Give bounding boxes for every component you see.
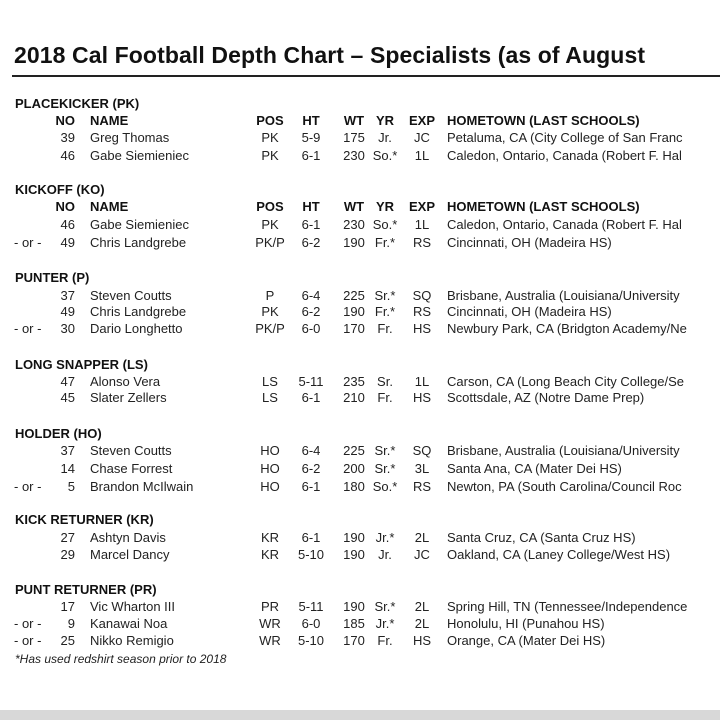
player-exp: RS bbox=[412, 304, 432, 319]
column-header-row bbox=[0, 199, 720, 216]
player-exp: 3L bbox=[414, 461, 430, 476]
player-row bbox=[0, 130, 720, 147]
player-yr: Sr. bbox=[377, 374, 393, 389]
player-wt: 170 bbox=[343, 321, 365, 336]
player-number: 47 bbox=[60, 374, 75, 389]
player-ht: 5-10 bbox=[297, 547, 325, 562]
player-name: Steven Coutts bbox=[90, 443, 172, 458]
player-ht: 6-0 bbox=[301, 616, 321, 631]
player-wt: 235 bbox=[343, 374, 365, 389]
player-number: 45 bbox=[60, 390, 75, 405]
player-yr: Jr. bbox=[378, 547, 392, 562]
player-exp: HS bbox=[412, 390, 432, 405]
player-hometown: Carson, CA (Long Beach City College/Se bbox=[447, 374, 685, 389]
player-ht: 6-1 bbox=[301, 148, 321, 163]
player-number: 9 bbox=[67, 616, 75, 631]
player-exp: 2L bbox=[414, 599, 430, 614]
player-exp: SQ bbox=[412, 443, 432, 458]
player-row bbox=[0, 633, 720, 650]
player-pos: WR bbox=[259, 633, 281, 648]
col-exp-header: EXP bbox=[408, 199, 435, 214]
player-pos: HO bbox=[260, 461, 280, 476]
player-hometown: Cincinnati, OH (Madeira HS) bbox=[447, 304, 612, 319]
player-ht: 6-2 bbox=[301, 304, 321, 319]
player-row bbox=[0, 461, 720, 478]
player-wt: 175 bbox=[343, 130, 365, 145]
player-hometown: Honolulu, HI (Punahou HS) bbox=[447, 616, 605, 631]
player-yr: Fr.* bbox=[374, 304, 396, 319]
player-number: 39 bbox=[60, 130, 75, 145]
player-yr: So.* bbox=[372, 148, 398, 163]
player-exp: RS bbox=[412, 235, 432, 250]
player-exp: SQ bbox=[412, 288, 432, 303]
player-pos: PK/P bbox=[255, 321, 285, 336]
player-name: Vic Wharton III bbox=[90, 599, 176, 614]
player-wt: 190 bbox=[343, 547, 365, 562]
player-exp: JC bbox=[414, 130, 430, 145]
player-row bbox=[0, 374, 720, 391]
section-heading-punter: PUNTER (P) bbox=[15, 270, 90, 285]
player-exp: 2L bbox=[414, 616, 430, 631]
player-hometown: Newton, PA (South Carolina/Council Roc bbox=[447, 479, 682, 494]
player-yr: Jr. bbox=[378, 130, 392, 145]
player-row bbox=[0, 235, 720, 252]
player-number: 25 bbox=[60, 633, 75, 648]
player-wt: 230 bbox=[343, 217, 365, 232]
player-name: Steven Coutts bbox=[90, 288, 172, 303]
player-name: Greg Thomas bbox=[90, 130, 170, 145]
player-yr: Jr.* bbox=[375, 530, 395, 545]
player-exp: 1L bbox=[414, 374, 430, 389]
player-pos: PK bbox=[261, 217, 279, 232]
col-ht-header: HT bbox=[302, 113, 320, 128]
player-name: Brandon McIlwain bbox=[90, 479, 194, 494]
player-pos: WR bbox=[259, 616, 281, 631]
player-wt: 230 bbox=[343, 148, 365, 163]
col-yr-header: YR bbox=[375, 199, 395, 214]
player-pos: KR bbox=[260, 547, 280, 562]
alternate-marker: - or - bbox=[14, 235, 42, 250]
player-exp: 1L bbox=[414, 217, 430, 232]
section-heading-holder: HOLDER (HO) bbox=[15, 426, 102, 441]
player-hometown: Brisbane, Australia (Louisiana/University bbox=[447, 288, 680, 303]
alternate-marker: - or - bbox=[14, 321, 42, 336]
player-ht: 6-2 bbox=[301, 461, 321, 476]
player-ht: 6-1 bbox=[301, 530, 321, 545]
player-row bbox=[0, 217, 720, 234]
player-row bbox=[0, 616, 720, 633]
player-row bbox=[0, 304, 720, 321]
player-row bbox=[0, 530, 720, 547]
col-home-header: HOMETOWN (LAST SCHOOLS) bbox=[447, 113, 640, 128]
player-yr: Sr.* bbox=[374, 599, 396, 614]
player-yr: So.* bbox=[372, 217, 398, 232]
col-no-header: NO bbox=[55, 199, 75, 214]
player-pos: KR bbox=[260, 530, 280, 545]
player-exp: RS bbox=[412, 479, 432, 494]
player-wt: 190 bbox=[343, 235, 365, 250]
player-wt: 190 bbox=[343, 599, 365, 614]
player-hometown: Cincinnati, OH (Madeira HS) bbox=[447, 235, 612, 250]
alternate-marker: - or - bbox=[14, 479, 42, 494]
player-wt: 200 bbox=[343, 461, 365, 476]
player-row bbox=[0, 321, 720, 338]
player-pos: P bbox=[265, 288, 275, 303]
player-row bbox=[0, 148, 720, 165]
player-name: Gabe Siemieniec bbox=[90, 217, 189, 232]
player-number: 46 bbox=[60, 148, 75, 163]
section-heading-placekicker: PLACEKICKER (PK) bbox=[15, 96, 140, 111]
player-yr: Sr.* bbox=[374, 288, 396, 303]
player-wt: 190 bbox=[343, 304, 365, 319]
player-name: Dario Longhetto bbox=[90, 321, 183, 336]
player-hometown: Caledon, Ontario, Canada (Robert F. Hal bbox=[447, 148, 682, 163]
player-row bbox=[0, 599, 720, 616]
player-name: Ashtyn Davis bbox=[90, 530, 166, 545]
player-number: 17 bbox=[60, 599, 75, 614]
player-hometown: Orange, CA (Mater Dei HS) bbox=[447, 633, 606, 648]
page-title: 2018 Cal Football Depth Chart – Specialists (as of August bbox=[14, 42, 646, 68]
col-pos-header: POS bbox=[256, 113, 284, 128]
player-wt: 210 bbox=[343, 390, 365, 405]
player-exp: 1L bbox=[414, 148, 430, 163]
player-name: Alonso Vera bbox=[90, 374, 161, 389]
col-name-header: NAME bbox=[90, 113, 129, 128]
player-pos: LS bbox=[262, 390, 278, 405]
alternate-marker: - or - bbox=[14, 616, 42, 631]
footnote: *Has used redshirt season prior to 2018 bbox=[15, 652, 227, 666]
col-exp-header: EXP bbox=[408, 113, 435, 128]
player-number: 49 bbox=[60, 304, 75, 319]
player-hometown: Santa Cruz, CA (Santa Cruz HS) bbox=[447, 530, 636, 545]
player-number: 37 bbox=[60, 443, 75, 458]
player-number: 46 bbox=[60, 217, 75, 232]
player-yr: Jr.* bbox=[375, 616, 395, 631]
player-ht: 5-11 bbox=[298, 374, 324, 389]
player-yr: So.* bbox=[372, 479, 398, 494]
player-ht: 5-9 bbox=[301, 130, 321, 145]
player-row bbox=[0, 390, 720, 407]
player-ht: 6-1 bbox=[301, 390, 321, 405]
player-yr: Fr.* bbox=[374, 235, 396, 250]
player-hometown: Oakland, CA (Laney College/West HS) bbox=[447, 547, 671, 562]
player-yr: Sr.* bbox=[374, 443, 396, 458]
player-yr: Fr. bbox=[377, 633, 393, 648]
player-row bbox=[0, 479, 720, 496]
player-number: 49 bbox=[60, 235, 75, 250]
player-yr: Fr. bbox=[377, 390, 393, 405]
player-exp: JC bbox=[414, 547, 430, 562]
player-wt: 225 bbox=[343, 443, 365, 458]
player-ht: 6-0 bbox=[301, 321, 321, 336]
player-wt: 180 bbox=[343, 479, 365, 494]
player-name: Chris Landgrebe bbox=[90, 304, 187, 319]
player-hometown: Newbury Park, CA (Bridgton Academy/Ne bbox=[447, 321, 687, 336]
player-row bbox=[0, 547, 720, 564]
player-ht: 6-1 bbox=[301, 217, 321, 232]
alternate-marker: - or - bbox=[14, 633, 42, 648]
player-number: 29 bbox=[60, 547, 75, 562]
player-exp: HS bbox=[412, 321, 432, 336]
player-hometown: Caledon, Ontario, Canada (Robert F. Hal bbox=[447, 217, 682, 232]
column-header-row bbox=[0, 113, 720, 130]
player-hometown: Brisbane, Australia (Louisiana/University bbox=[447, 443, 680, 458]
col-wt-header: WT bbox=[343, 199, 365, 214]
player-row bbox=[0, 443, 720, 460]
player-pos: HO bbox=[260, 479, 280, 494]
section-heading-punt-returner: PUNT RETURNER (PR) bbox=[15, 582, 157, 597]
player-hometown: Santa Ana, CA (Mater Dei HS) bbox=[447, 461, 622, 476]
player-name: Nikko Remigio bbox=[90, 633, 174, 648]
section-heading-long-snapper: LONG SNAPPER (LS) bbox=[15, 357, 148, 372]
col-name-header: NAME bbox=[90, 199, 129, 214]
player-pos: LS bbox=[262, 374, 278, 389]
player-hometown: Spring Hill, TN (Tennessee/Independence bbox=[447, 599, 688, 614]
player-hometown: Scottsdale, AZ (Notre Dame Prep) bbox=[447, 390, 645, 405]
player-number: 37 bbox=[60, 288, 75, 303]
player-number: 5 bbox=[67, 479, 75, 494]
player-wt: 170 bbox=[343, 633, 365, 648]
player-ht: 6-4 bbox=[301, 288, 321, 303]
col-wt-header: WT bbox=[343, 113, 365, 128]
player-name: Marcel Dancy bbox=[90, 547, 170, 562]
player-row bbox=[0, 288, 720, 305]
col-no-header: NO bbox=[55, 113, 75, 128]
player-pos: PK/P bbox=[255, 235, 285, 250]
player-name: Chase Forrest bbox=[90, 461, 173, 476]
player-ht: 6-4 bbox=[301, 443, 321, 458]
player-pos: PK bbox=[261, 304, 279, 319]
player-wt: 190 bbox=[343, 530, 365, 545]
player-pos: PK bbox=[261, 130, 279, 145]
player-ht: 6-2 bbox=[301, 235, 321, 250]
player-wt: 185 bbox=[343, 616, 365, 631]
player-number: 14 bbox=[60, 461, 75, 476]
player-yr: Fr. bbox=[377, 321, 393, 336]
col-pos-header: POS bbox=[256, 199, 284, 214]
col-ht-header: HT bbox=[302, 199, 320, 214]
player-name: Chris Landgrebe bbox=[90, 235, 187, 250]
player-exp: HS bbox=[412, 633, 432, 648]
player-name: Slater Zellers bbox=[90, 390, 167, 405]
player-number: 27 bbox=[60, 530, 75, 545]
section-heading-kick-returner: KICK RETURNER (KR) bbox=[15, 512, 154, 527]
player-wt: 225 bbox=[343, 288, 365, 303]
player-yr: Sr.* bbox=[374, 461, 396, 476]
player-ht: 5-11 bbox=[298, 599, 324, 614]
player-pos: HO bbox=[260, 443, 280, 458]
player-hometown: Petaluma, CA (City College of San Franc bbox=[447, 130, 683, 145]
section-heading-kickoff: KICKOFF (KO) bbox=[15, 182, 105, 197]
player-ht: 6-1 bbox=[301, 479, 321, 494]
title-divider bbox=[12, 75, 720, 77]
player-ht: 5-10 bbox=[297, 633, 325, 648]
player-name: Kanawai Noa bbox=[90, 616, 168, 631]
player-pos: PK bbox=[261, 148, 279, 163]
player-exp: 2L bbox=[414, 530, 430, 545]
col-yr-header: YR bbox=[375, 113, 395, 128]
player-number: 30 bbox=[60, 321, 75, 336]
col-home-header: HOMETOWN (LAST SCHOOLS) bbox=[447, 199, 640, 214]
player-pos: PR bbox=[260, 599, 280, 614]
player-name: Gabe Siemieniec bbox=[90, 148, 189, 163]
